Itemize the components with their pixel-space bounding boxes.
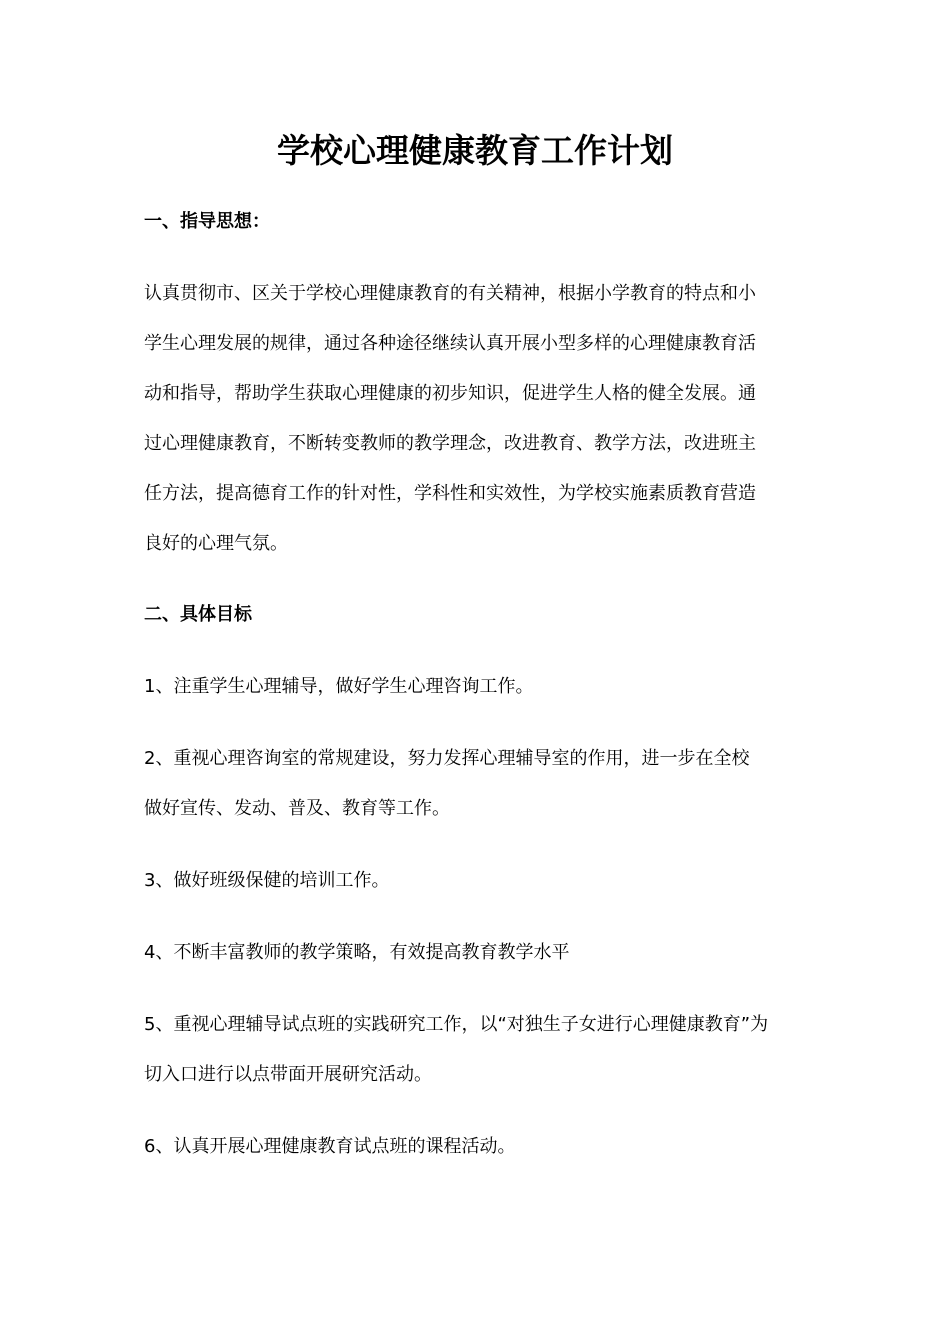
paragraph-line: 良好的心理气氛。	[144, 533, 288, 554]
section-heading-specific-goals: 二、具体目标	[144, 604, 252, 625]
paragraph-line: 过心理健康教育，不断转变教师的教学理念，改进教育、教学方法，改进班主	[144, 433, 756, 454]
section-heading-guiding-thought: 一、指导思想：	[144, 211, 270, 232]
goal-item-2	[144, 734, 808, 834]
paragraph-guiding-thought	[144, 269, 808, 569]
goal-line: 5、重视心理辅导试点班的实践研究工作，以“对独生子女进行心理健康教育”为	[144, 1014, 769, 1035]
goal-item-1	[144, 662, 808, 712]
goal-item-3	[144, 856, 808, 906]
goal-item-6	[144, 1122, 808, 1172]
paragraph-line: 认真贯彻市、区关于学校心理健康教育的有关精神，根据小学教育的特点和小	[144, 283, 756, 304]
paragraph-line: 动和指导，帮助学生获取心理健康的初步知识，促进学生人格的健全发展。通	[144, 383, 756, 404]
goal-line: 2、重视心理咨询室的常规建设，努力发挥心理辅导室的作用，进一步在全校	[144, 748, 750, 769]
goal-item-4	[144, 928, 808, 978]
goal-line: 4、不断丰富教师的教学策略，有效提高教育教学水平	[144, 942, 570, 963]
goal-line: 切入口进行以点带面开展研究活动。	[144, 1064, 432, 1085]
goal-item-5	[144, 1000, 808, 1100]
paragraph-line: 任方法，提高德育工作的针对性，学科性和实效性，为学校实施素质教育营造	[144, 483, 756, 504]
goal-line: 做好宣传、发动、普及、教育等工作。	[144, 798, 450, 819]
goal-line: 6、认真开展心理健康教育试点班的课程活动。	[144, 1136, 516, 1157]
page-title: 学校心理健康教育工作计划	[277, 131, 673, 170]
goal-line: 1、注重学生心理辅导，做好学生心理咨询工作。	[144, 676, 534, 697]
paragraph-line: 学生心理发展的规律，通过各种途径继续认真开展小型多样的心理健康教育活	[144, 333, 756, 354]
goal-line: 3、做好班级保健的培训工作。	[144, 870, 390, 891]
